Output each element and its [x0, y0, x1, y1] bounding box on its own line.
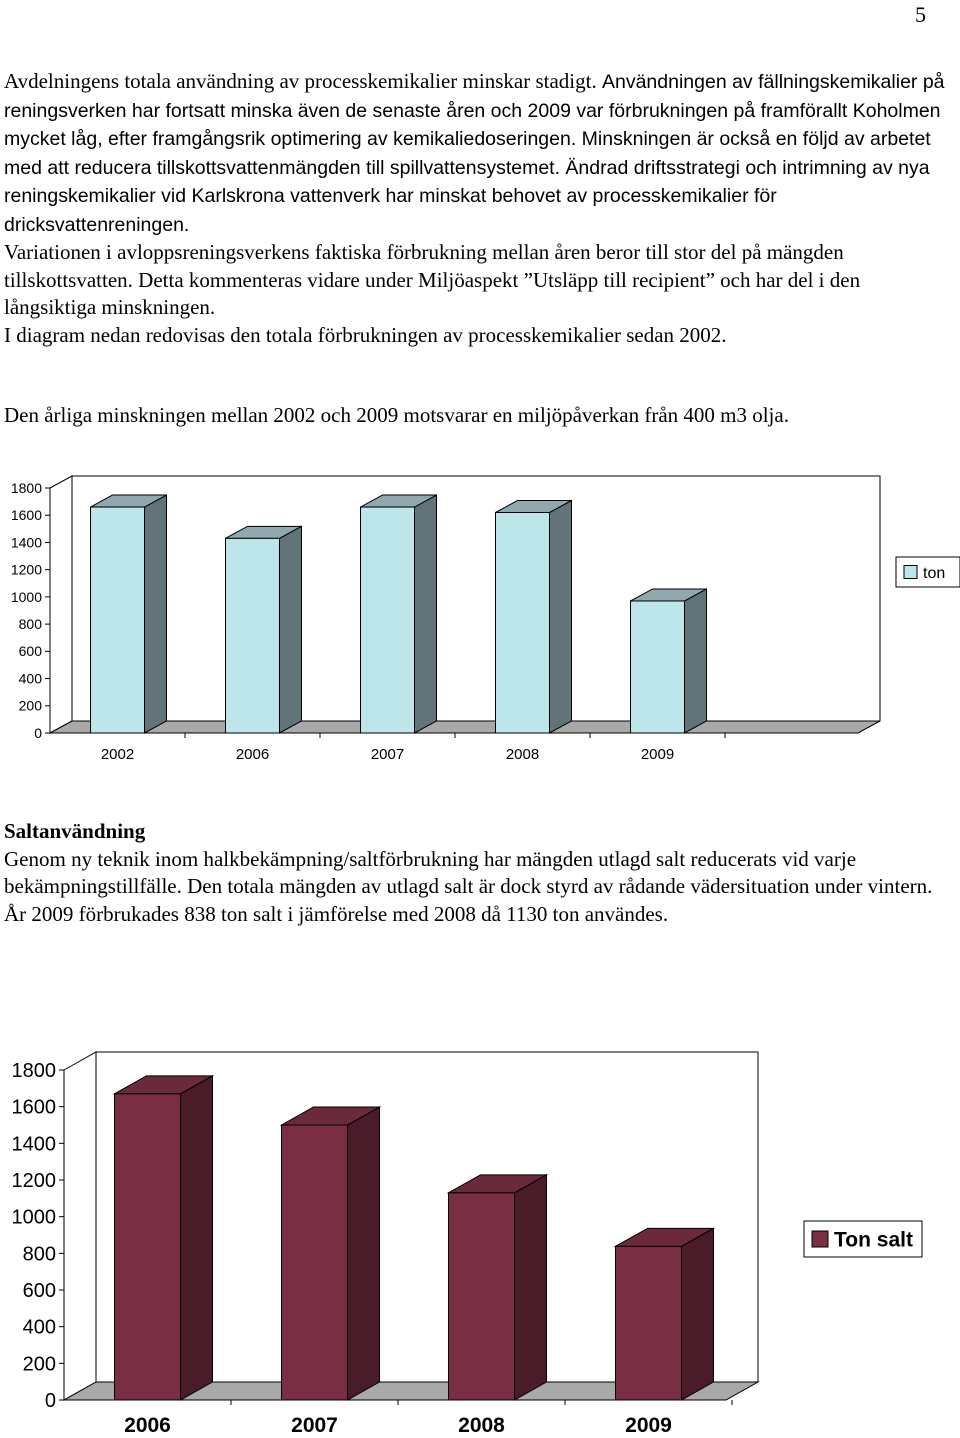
c2-y-tick-label: 1600 [11, 1096, 56, 1119]
c2-plot-side-wall [64, 1052, 96, 1400]
reduction-note: Den årliga minskningen mellan 2002 och 2009 motsvarar en miljöpåverkan från 400 m3 olja. [4, 403, 789, 427]
c1-y-tick-label: 200 [18, 697, 42, 714]
c2-y-tick-label: 600 [22, 1280, 56, 1302]
c2-y-tick-label: 1400 [11, 1133, 56, 1156]
c2-x-tick-label: 2009 [625, 1414, 672, 1437]
c2-x-tick-label: 2007 [291, 1414, 338, 1437]
c2-bar-side-2009 [682, 1228, 714, 1400]
c2-bar-2007 [282, 1125, 348, 1400]
c1-bar-side-2008 [550, 501, 572, 734]
c1-y-tick-label: 1400 [10, 534, 42, 551]
intro-lead-sans: Användningen av fällningskemikalier på reningsverken har fortsatt minska även de senaste åren och 2009 var förbrukningen på framförallt Koholmen mycket låg, efter framgångsrik optimering av kemikaliedoseringen. [4, 71, 945, 150]
c1-y-tick-label: 600 [18, 643, 42, 660]
c1-x-tick-label: 2008 [505, 746, 540, 763]
c1-x-tick-label: 2006 [235, 746, 270, 763]
c2-y-tick-label: 800 [22, 1243, 56, 1266]
c1-y-tick-label: 0 [34, 724, 42, 741]
c2-x-tick-label: 2006 [124, 1414, 171, 1437]
c2-bar-2006 [115, 1094, 181, 1400]
c1-y-tick-label: 1000 [10, 588, 42, 605]
c2-bar-2008 [449, 1193, 515, 1400]
intro-rest: Minskningen är också en följd av arbetet med att reducera tillskottsvattenmängden till spillvattensystemet. Ändrad driftsstrategi och intrimning av nya reningskemikalier vid Karlskrona vattenverk har minskat behovet av processkemikalier för dricksvattenreningen. [4, 128, 931, 236]
c1-bar-2002 [91, 507, 145, 733]
c1-y-tick-label: 1800 [10, 479, 42, 496]
c1-y-tick-label: 400 [18, 670, 42, 687]
c1-legend-label: ton [923, 564, 946, 582]
c1-bar-side-2007 [415, 495, 437, 733]
c2-legend-label: Ton salt [834, 1228, 913, 1252]
c1-bar-2007 [361, 507, 415, 733]
c1-plot-back-wall [72, 476, 880, 721]
salt-body: Genom ny teknik inom halkbekämpning/saltförbrukning har mängden utlagd salt reducerats vid varje bekämpningstillfälle. Den totala mängden av utlagd salt är dock styrd av rådande vädersituation under vintern. År 2009 förbrukades 838 ton salt i jämförelse med 2008 då 1130 ton användes. [4, 846, 933, 926]
c1-bar-2008 [496, 513, 550, 734]
intro-paragraph [4, 68, 954, 239]
c2-legend-swatch [812, 1231, 828, 1247]
c1-plot-side-wall [50, 476, 72, 733]
c1-y-tick-label: 1600 [10, 507, 42, 524]
c1-bar-2006 [226, 538, 280, 733]
c1-bar-side-2009 [685, 589, 707, 733]
c1-bar-side-2006 [280, 526, 302, 733]
c1-bar-2009 [631, 601, 685, 733]
c1-x-tick-label: 2007 [370, 746, 405, 763]
c1-y-tick-label: 1200 [10, 561, 42, 578]
c2-y-tick-label: 400 [22, 1316, 56, 1339]
intro-text [4, 68, 954, 349]
c1-bar-side-2002 [145, 495, 167, 733]
c2-bar-side-2006 [181, 1076, 213, 1400]
c1-x-tick-label: 2002 [100, 746, 135, 763]
reduction-text [4, 402, 954, 430]
diagram-note: I diagram nedan redovisas den totala förbrukningen av processkemikalier sedan 2002. [4, 322, 727, 347]
c1-x-tick-label: 2009 [640, 746, 675, 763]
chemicals-chart [0, 470, 960, 770]
page-number: 5 [915, 2, 926, 27]
c1-plot-floor [50, 721, 880, 733]
c1-y-tick-label: 800 [18, 616, 42, 633]
intro-lead: Avdelningens totala användning av processkemikalier minskar stadigt. [4, 69, 602, 93]
c2-y-tick-label: 200 [22, 1353, 56, 1376]
c1-legend-swatch [904, 566, 917, 579]
c2-y-tick-label: 1800 [11, 1060, 56, 1082]
c2-y-tick-label: 1000 [11, 1206, 56, 1229]
variation-paragraph: Variationen i avloppsreningsverkens faktiska förbrukning mellan åren beror till stor del på mängden tillskottsvatten. Detta kommenteras vidare under Miljöaspekt ”Utsläpp till recipient” och har del i den långsiktiga minskningen. [4, 240, 861, 319]
c2-bar-side-2008 [515, 1175, 547, 1400]
c2-bar-side-2007 [348, 1107, 380, 1400]
salt-heading: Saltanvändning [4, 819, 146, 843]
salt-section [4, 818, 954, 928]
c2-y-tick-label: 0 [44, 1390, 56, 1412]
c2-bar-2009 [616, 1246, 682, 1400]
c2-x-tick-label: 2008 [458, 1414, 505, 1437]
c2-y-tick-label: 1200 [11, 1170, 56, 1192]
salt-chart [0, 1020, 960, 1438]
